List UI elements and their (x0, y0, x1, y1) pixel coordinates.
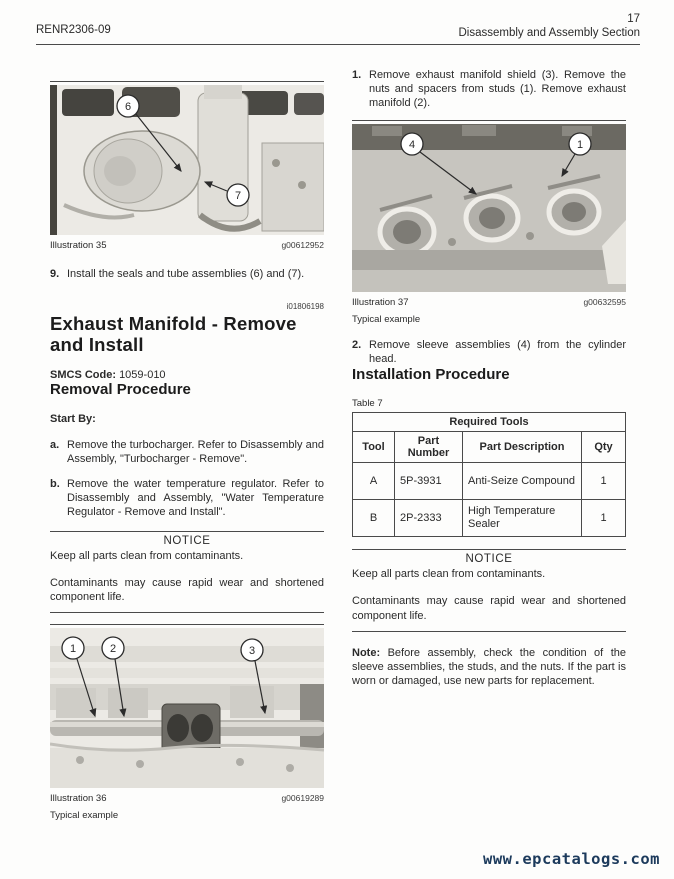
illustration-35 (50, 81, 324, 251)
installation-procedure-heading: Installation Procedure (352, 366, 510, 384)
illustration-id: g00619289 (281, 793, 324, 804)
section-title: Disassembly and Assembly Section (458, 27, 640, 40)
notice-line1: Keep all parts clean from contaminants. (50, 550, 244, 563)
cell-tool: A (353, 463, 395, 500)
epcatalogs-link[interactable]: www.epcatalogs.com (483, 850, 660, 868)
cell-part-number: 2P-2333 (395, 500, 463, 537)
engine-photo-turbocharger (50, 85, 324, 235)
notice-box (50, 531, 324, 613)
smcs-code: SMCS Code: 1059-010 (50, 368, 166, 381)
col-header-tool: Tool (353, 432, 395, 463)
cell-qty: 1 (582, 463, 626, 500)
svg-text:1: 1 (69, 643, 77, 656)
cell-part-description: High Temperature Sealer (463, 500, 582, 537)
start-item-a: a. Remove the turbocharger. Refer to Disassembly and Assembly, "Turbocharger - Remove". (50, 438, 324, 465)
topic-id: i01806198 (286, 302, 324, 312)
required-tools-table (352, 412, 626, 537)
notice-title: NOTICE (465, 553, 513, 566)
svg-text:6: 6 (124, 101, 132, 113)
header-right (458, 12, 640, 41)
step-9: 9. Install the seals and tube assemblies (6) and (7). (50, 268, 305, 280)
svg-text:4: 4 (408, 139, 416, 152)
col-header-part-description: Part Description (463, 432, 582, 463)
engine-drawing (50, 628, 324, 788)
svg-text:2: 2 (109, 643, 117, 656)
notice-title: NOTICE (163, 535, 211, 548)
left-column (50, 66, 324, 821)
table-label: Table 7 (352, 398, 383, 410)
cell-tool: B (353, 500, 395, 537)
col-header-qty: Qty (582, 432, 626, 463)
table-title: Required Tools (353, 413, 626, 432)
svg-text:1: 1 (576, 139, 584, 152)
engine-drawing (50, 85, 324, 235)
illustration-caption: Typical example (352, 314, 421, 326)
topic-title: Exhaust Manifold - Remove and Install (50, 313, 297, 355)
note-paragraph: Note: Before assembly, check the condition of the sleeve assemblies, the studs, and the nuts. If the part is worn or damaged, use new parts for replacement. (352, 646, 626, 688)
illustration-id: g00612952 (281, 240, 324, 250)
step-1: 1. Remove exhaust manifold shield (3). Remove the nuts and spacers from studs (1). Remove exhaust manifold (2). (352, 69, 626, 110)
col-header-part-number: Part Number (395, 432, 463, 463)
illustration-label: Illustration 35 (50, 240, 107, 251)
cell-qty: 1 (582, 500, 626, 537)
notice-line2: Contaminants may cause rapid wear and shortened component life. (50, 577, 324, 604)
illustration-36 (50, 624, 324, 821)
cell-part-number: 5P-3931 (395, 463, 463, 500)
engine-photo-manifold-side (50, 628, 324, 788)
start-item-b: b. Remove the water temperature regulator. Refer to Disassembly and Assembly, "Water Temperature Regulator - Remove and Install". (50, 478, 324, 519)
illustration-label: Illustration 37 (352, 297, 409, 309)
table-row (353, 463, 626, 500)
document-number: RENR2306-09 (36, 24, 111, 37)
notice-line1: Keep all parts clean from contaminants. (352, 568, 546, 581)
right-column (352, 66, 626, 821)
svg-text:3: 3 (248, 645, 256, 658)
notice-box (352, 549, 626, 631)
cell-part-description: Anti-Seize Compound (463, 463, 582, 500)
removal-procedure-heading: Removal Procedure (50, 380, 191, 398)
step-2: 2. Remove sleeve assemblies (4) from the cylinder head. (352, 339, 626, 366)
notice-line2: Contaminants may cause rapid wear and shortened component life. (352, 595, 626, 622)
illustration-37 (352, 120, 626, 325)
cylinder-head-photo (352, 124, 626, 292)
table-row (353, 500, 626, 537)
two-column-body (50, 66, 626, 821)
start-by-label: Start By: (50, 412, 96, 425)
illustration-label: Illustration 36 (50, 793, 107, 805)
illustration-caption: Typical example (50, 810, 119, 822)
svg-text:7: 7 (234, 190, 242, 202)
page-header (36, 12, 640, 45)
page-number: 17 (627, 13, 640, 25)
illustration-id: g00632595 (583, 297, 626, 308)
